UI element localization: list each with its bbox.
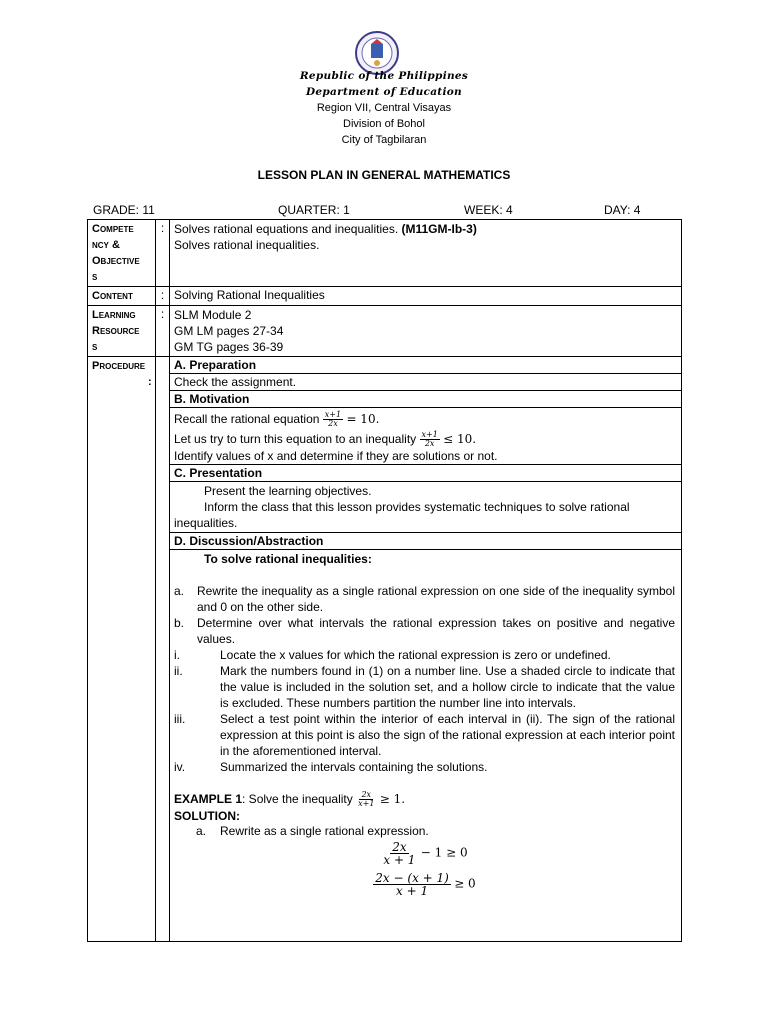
fraction-den: x + 1 — [383, 853, 416, 867]
resources-label: Learning Resource s — [88, 306, 156, 357]
equation-rhs: − 1 ≥ 0 — [420, 845, 468, 860]
motivation-line3: Identify values of x and determine if they are solutions or not. — [174, 449, 498, 463]
step-a — [174, 583, 675, 615]
motivation-line1 — [174, 409, 677, 429]
colon: : — [156, 306, 170, 357]
substep-text: Mark the numbers found in (1) on a number line. Use a shaded circle to indicate that the value is included in the solution set, and a hollow circle to indicate that the value is excluded. These numbers partition the number line into intervals. — [220, 664, 675, 710]
substep-text: Locate the x values for which the rational expression is zero or undefined. — [220, 648, 611, 662]
motivation-text1: Recall the rational equation — [174, 412, 320, 426]
substep-i — [174, 647, 675, 663]
week-label: WEEK: 4 — [464, 203, 513, 217]
colon: : — [156, 287, 170, 306]
resource-item: GM LM pages 27-34 — [174, 324, 284, 338]
quarter-label: QUARTER: 1 — [278, 203, 350, 217]
section-b-body — [170, 408, 682, 465]
substep-mark: ii. — [174, 664, 183, 678]
lesson-plan-table — [87, 219, 682, 942]
example-label: EXAMPLE 1 — [174, 792, 243, 806]
procedure-spacer — [156, 357, 170, 942]
presentation-line2b: inequalities. — [174, 516, 238, 530]
motivation-line2 — [174, 429, 677, 449]
fraction-den: 2x — [424, 439, 435, 449]
fraction-den: x+1 — [358, 799, 375, 809]
fraction — [381, 841, 417, 866]
fraction-num: x+1 — [324, 410, 342, 420]
content-row — [88, 287, 682, 306]
competency-line1: Solves rational equations and inequalities. — [174, 222, 399, 236]
section-c-heading: C. Presentation — [170, 465, 682, 482]
header-department: Department of Education — [306, 86, 462, 98]
section-c-body — [170, 482, 682, 533]
section-d-heading: D. Discussion/Abstraction — [170, 533, 682, 550]
section-a-heading: A. Preparation — [170, 357, 682, 374]
step-mark: a. — [174, 584, 185, 598]
substep-mark: iv. — [174, 760, 186, 774]
resource-item: GM TG pages 36-39 — [174, 340, 284, 354]
equation-1 — [174, 841, 675, 866]
discussion-subtitle: To solve rational inequalities: — [204, 552, 372, 566]
procedure-a-body — [88, 374, 682, 391]
substep-ii — [174, 663, 675, 711]
resources-row — [88, 306, 682, 357]
fraction-num: 2x — [392, 840, 407, 854]
fraction-num: 2x — [361, 790, 372, 800]
solution-step-a — [174, 823, 675, 839]
section-a-text: Check the assignment. — [170, 374, 682, 391]
competency-row — [88, 220, 682, 287]
header-city: City of Tagbilaran — [341, 134, 427, 146]
step-b — [174, 615, 675, 647]
fraction — [373, 872, 451, 897]
section-b-heading: B. Motivation — [170, 391, 682, 408]
example-text: : Solve the inequality — [242, 792, 353, 806]
substep-text: Select a test point within the interior of each interval in (ii). The sign of the rational expression at this point is also the sign of the rational expression at each interior point in the aforementioned interval. — [220, 712, 675, 758]
resource-item: SLM Module 2 — [174, 308, 252, 322]
grade-label: GRADE: 11 — [93, 203, 155, 217]
fraction-num: 2x − (x + 1) — [375, 871, 449, 885]
step-text: Rewrite as a single rational expression. — [220, 824, 429, 838]
content-label: Content — [88, 287, 156, 306]
header-division: Division of Bohol — [343, 118, 425, 130]
header-region: Region VII, Central Visayas — [316, 102, 452, 114]
section-d-body — [170, 550, 682, 942]
competency-value — [170, 220, 682, 287]
substep-mark: iii. — [174, 712, 186, 726]
substep-iv — [174, 759, 675, 775]
day-label: DAY: 4 — [604, 203, 641, 217]
solution-label: SOLUTION: — [174, 809, 240, 823]
step-text: Rewrite the inequality as a single rational expression on one side of the inequality symbol and 0 on the other side. — [197, 584, 675, 614]
procedure-row-a — [88, 357, 682, 374]
motivation-text2: Let us try to turn this equation to an inequality — [174, 432, 417, 446]
fraction — [420, 431, 440, 448]
fraction-num: x+1 — [421, 430, 438, 440]
header-republic: Republic of the Philippines — [299, 70, 469, 82]
example-line — [174, 789, 675, 809]
presentation-line1: Present the learning objectives. — [204, 484, 372, 498]
competency-code: (M11GM-Ib-3) — [401, 222, 477, 236]
substep-iii — [174, 711, 675, 759]
fraction — [356, 791, 376, 808]
substep-mark: i. — [174, 648, 180, 662]
equation-rhs: ≥ 0 — [454, 876, 476, 891]
fraction-den: x + 1 — [396, 884, 429, 898]
substep-text: Summarized the intervals containing the solutions. — [220, 760, 488, 774]
equation-2 — [174, 872, 675, 897]
content-value: Solving Rational Inequalities — [170, 287, 682, 306]
motivation-ineq-end: ≤ 10. — [443, 432, 477, 446]
colon: : — [156, 220, 170, 287]
example-end: ≥ 1. — [379, 792, 406, 806]
presentation-line2: Inform the class that this lesson provides systematic techniques to solve rational — [204, 500, 630, 514]
procedure-label: Procedure : — [88, 357, 156, 942]
page-title: LESSON PLAN IN GENERAL MATHEMATICS — [257, 168, 511, 182]
fraction — [323, 411, 343, 428]
competency-line2: Solves rational inequalities. — [174, 238, 320, 252]
motivation-eq-end: = 10. — [346, 412, 380, 426]
step-mark: b. — [174, 616, 185, 630]
competency-label: Compete ncy & Objective s — [88, 220, 156, 287]
resources-value — [170, 306, 682, 357]
step-text: Determine over what intervals the rational expression takes on positive and negative values. — [197, 616, 675, 646]
step-mark: a. — [196, 824, 207, 838]
fraction-den: 2x — [328, 419, 338, 429]
